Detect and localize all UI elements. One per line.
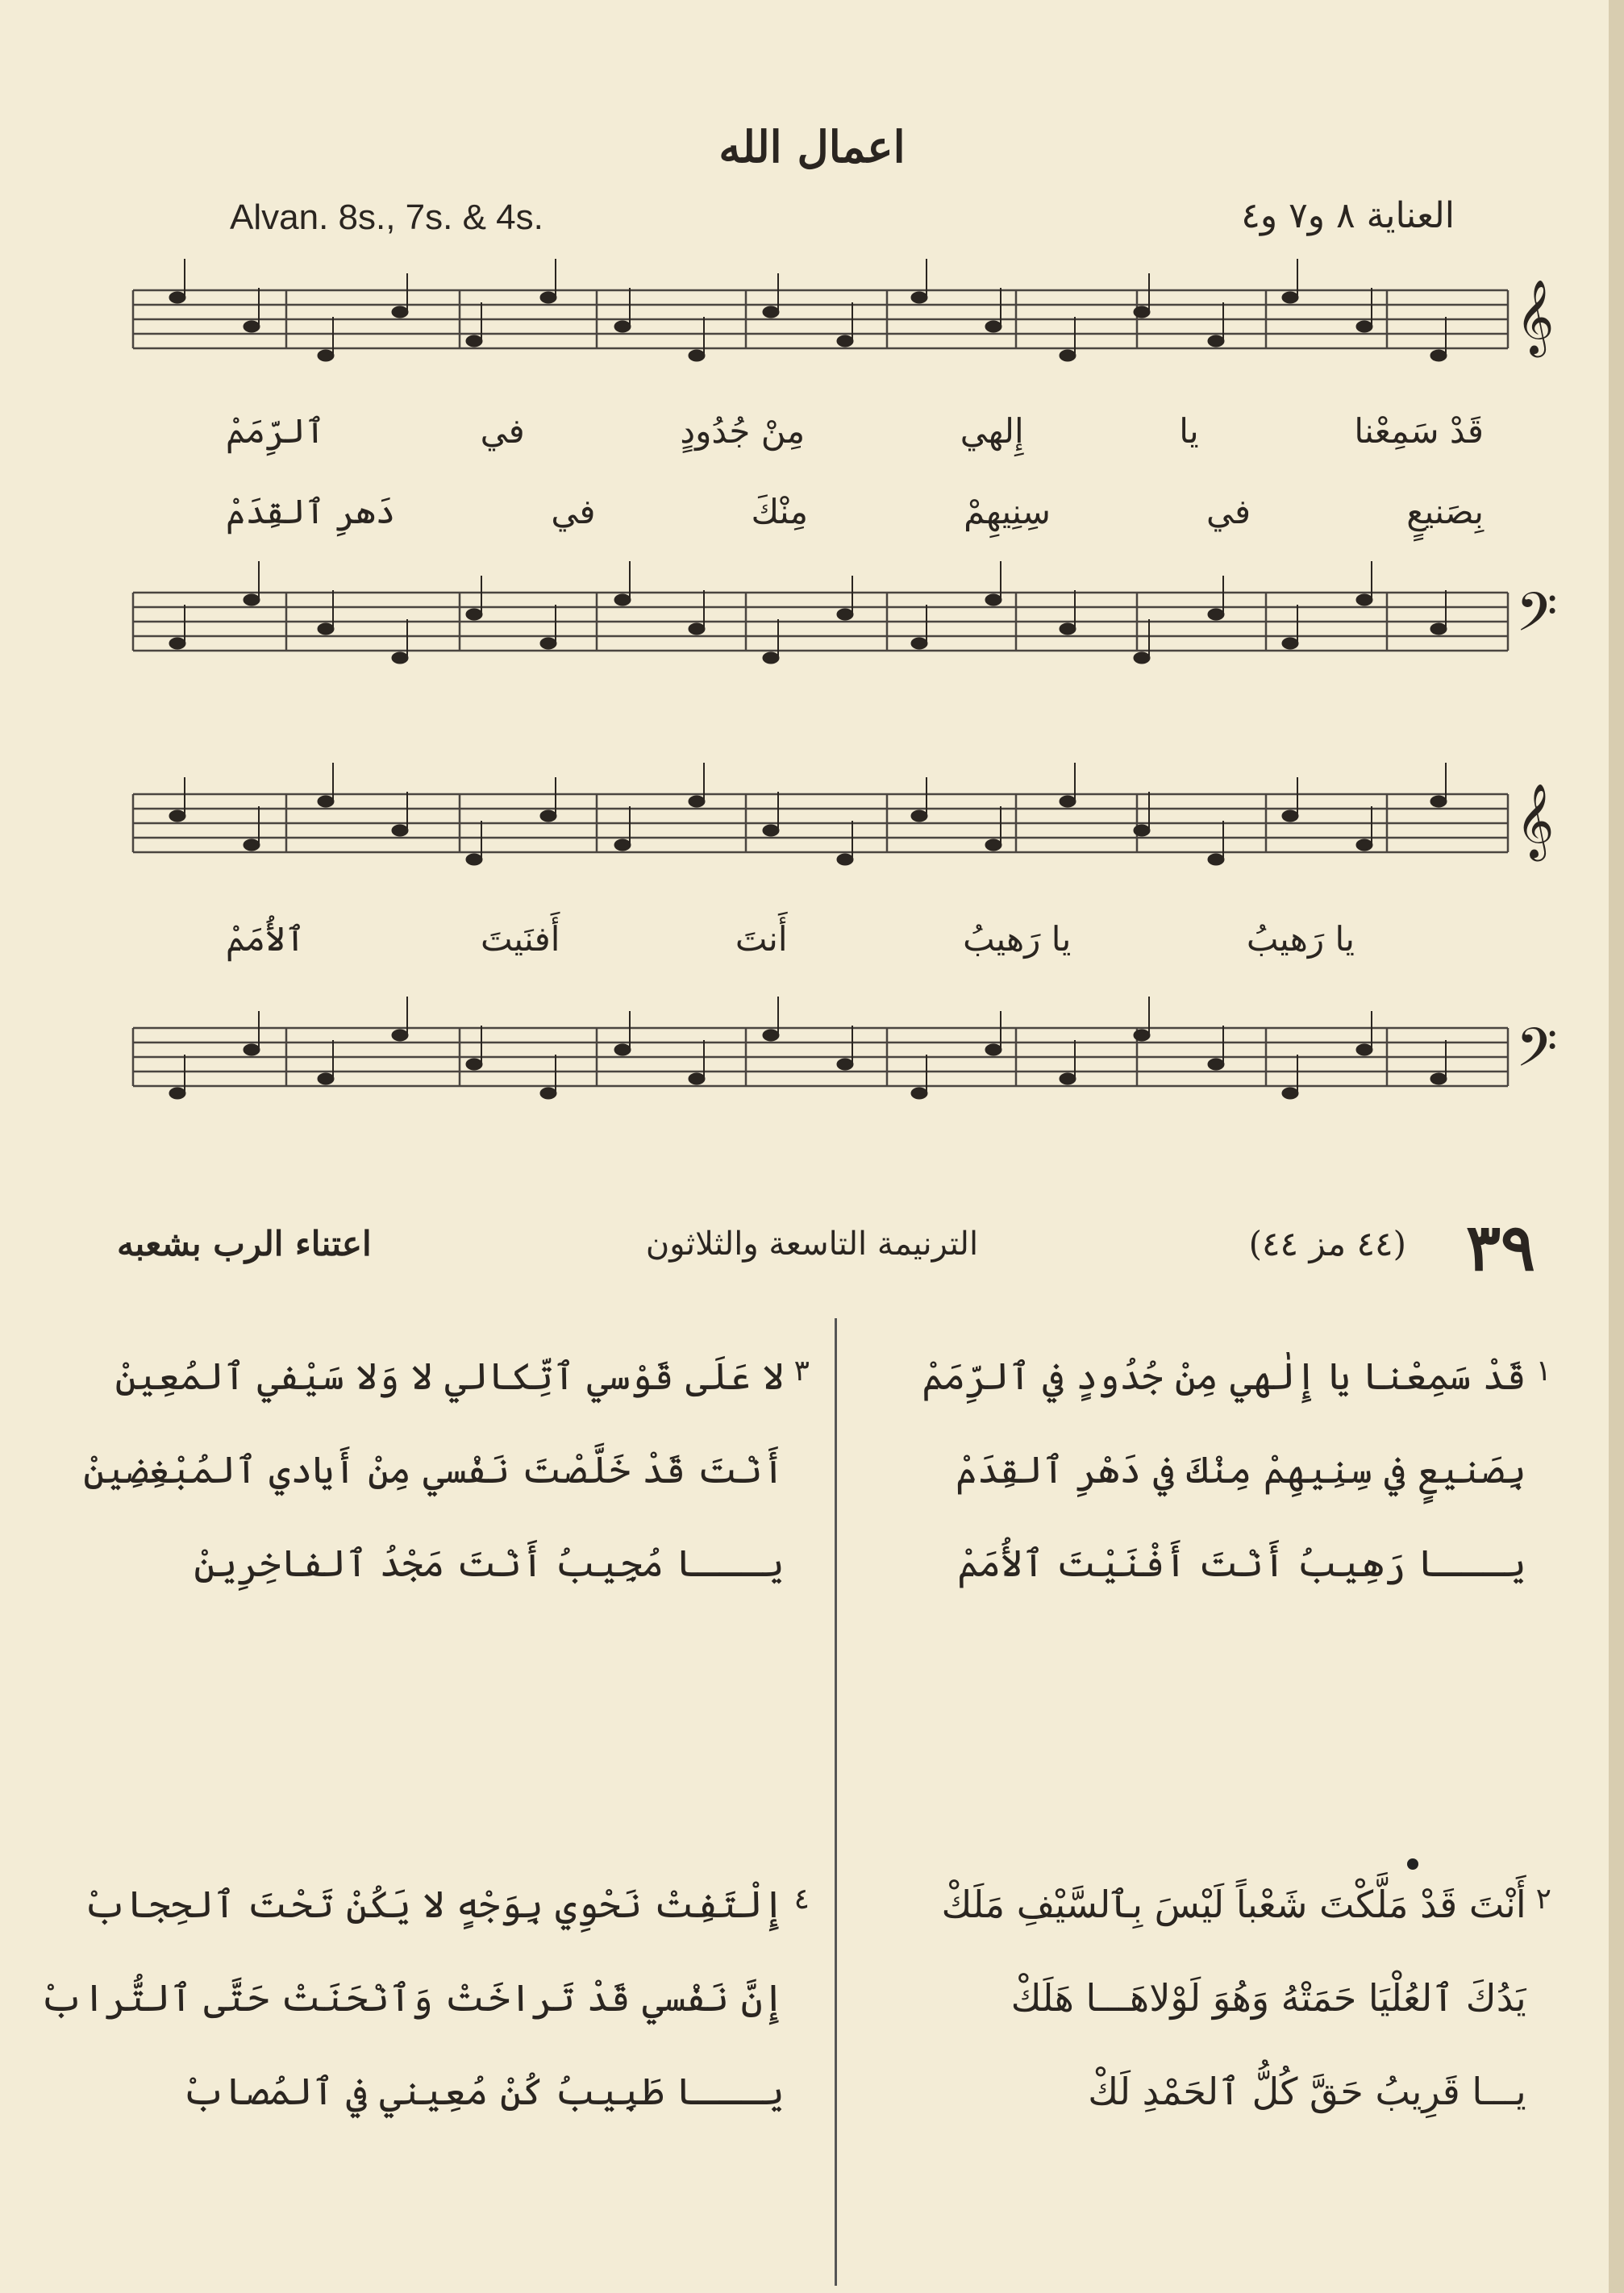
notehead xyxy=(466,335,482,347)
notehead xyxy=(1060,1073,1076,1084)
notehead xyxy=(169,292,185,303)
lyric-syllable: أَفنَيتَ xyxy=(481,919,560,959)
lyric-syllable: في xyxy=(1206,492,1251,531)
notehead xyxy=(169,1088,185,1099)
notehead xyxy=(1356,594,1372,606)
notehead xyxy=(1430,623,1447,635)
notehead xyxy=(1356,321,1372,332)
lyric-syllable: ٱلأُمَمْ xyxy=(226,919,306,959)
notehead xyxy=(1430,350,1447,361)
notehead xyxy=(1282,810,1298,822)
lyric-syllable: إِلهي xyxy=(960,411,1024,451)
notehead xyxy=(244,594,260,606)
notehead xyxy=(985,1044,1001,1055)
verse-line: يـــا طَبِيبُ كُنْ مُعِيني في ٱلمُصابْ xyxy=(181,2070,785,2113)
verse-number: ٤ xyxy=(793,1883,810,1916)
notehead xyxy=(1060,350,1076,361)
verse xyxy=(40,1883,810,2113)
notehead xyxy=(1208,335,1224,347)
notehead xyxy=(1134,1030,1150,1041)
treble-clef-icon: 𝄞 xyxy=(1516,279,1555,354)
notehead xyxy=(169,810,185,822)
notehead xyxy=(837,335,853,347)
notehead xyxy=(689,350,705,361)
notehead xyxy=(837,609,853,620)
notehead xyxy=(1282,1088,1298,1099)
notehead xyxy=(318,350,334,361)
notehead xyxy=(689,796,705,807)
print-dot xyxy=(1407,1858,1418,1870)
notehead xyxy=(614,839,631,851)
notehead xyxy=(466,854,482,865)
notehead xyxy=(392,306,408,318)
notehead xyxy=(540,638,556,649)
notehead xyxy=(392,652,408,664)
verse xyxy=(826,1355,1551,1585)
notehead xyxy=(244,1044,260,1055)
notehead xyxy=(244,321,260,332)
verse-line: بِصَنيعٍ في سِنِيهِمْ مِنْكَ في دَهْرِ ٱلقِدَمْ xyxy=(956,1448,1526,1492)
lyric-syllable: مِنْ جُدُودٍ xyxy=(680,411,806,451)
notehead xyxy=(318,623,334,635)
lyric-syllable: أَنتَ xyxy=(735,919,788,959)
notehead xyxy=(1356,839,1372,851)
verse-line: أَنْتَ قَدْ مَلَّكْتَ شَعْباً لَيْسَ بِٱلسَّيْفِ مَلَكْ xyxy=(941,1883,1526,1926)
notehead xyxy=(540,1088,556,1099)
notehead xyxy=(1134,306,1150,318)
lyric-syllable: في xyxy=(551,492,596,531)
notehead xyxy=(1060,796,1076,807)
verse-line: يـــا مُجِيبُ أَنْتَ مَجْدُ ٱلفاخِرِينْ xyxy=(194,1542,785,1585)
verse-line: قَدْ سَمِعْنا يا إِلٰهي مِنْ جُدُودٍ في ٱلرِّمَمْ xyxy=(922,1355,1526,1398)
lyric-syllable: يا رَهيبُ xyxy=(963,919,1072,959)
notehead xyxy=(911,810,927,822)
tune-name-arabic: العناية ٨ و٧ و٤ xyxy=(1241,195,1455,236)
notehead xyxy=(985,321,1001,332)
notehead xyxy=(763,306,779,318)
notehead xyxy=(614,321,631,332)
tune-name-english: Alvan. 8s., 7s. & 4s. xyxy=(230,198,543,237)
notehead xyxy=(466,609,482,620)
hymn-number: ٣٩ xyxy=(1466,1209,1535,1285)
lyric-syllable: دَهرِ ٱلقِدَمْ xyxy=(226,492,396,531)
notehead xyxy=(169,638,185,649)
page-title: اعمال الله xyxy=(718,121,906,173)
lyric-syllable: يا xyxy=(1179,411,1199,451)
treble-clef-icon: 𝄞 xyxy=(1516,783,1555,858)
verse-number: ٢ xyxy=(1535,1883,1551,1916)
notehead xyxy=(911,292,927,303)
notehead xyxy=(911,638,927,649)
lyric-syllable: مِنْكَ xyxy=(751,492,809,531)
hymn-subject: اعتناء الرب بشعبه xyxy=(117,1224,372,1263)
notehead xyxy=(1208,609,1224,620)
notehead xyxy=(392,825,408,836)
lyric-syllable: سِنِيهِمْ xyxy=(964,492,1051,531)
notehead xyxy=(614,594,631,606)
lyric-syllable: بِصَنيعٍ xyxy=(1406,492,1484,531)
lyric-syllable: قَدْ سَمِعْنا xyxy=(1354,411,1484,451)
verse-line: لا عَلَى قَوْسي ٱتِّكالي لا وَلا سَيْفي ٱلمُعِينْ xyxy=(115,1355,785,1398)
notehead xyxy=(763,1030,779,1041)
notehead xyxy=(1208,854,1224,865)
lyric-syllable: يا رَهيبُ xyxy=(1246,919,1355,959)
notehead xyxy=(689,623,705,635)
notehead xyxy=(318,796,334,807)
verse-line: يَدُكَ ٱلعُلْيَا حَمَتْهُ وَهُوَ لَوْلاهَـــا هَلَكْ xyxy=(1010,1976,1526,2020)
notehead xyxy=(763,825,779,836)
notehead xyxy=(763,652,779,664)
notehead xyxy=(1282,292,1298,303)
notehead xyxy=(1208,1059,1224,1070)
notehead xyxy=(689,1073,705,1084)
notehead xyxy=(1282,638,1298,649)
notehead xyxy=(1134,825,1150,836)
notehead xyxy=(985,839,1001,851)
notehead xyxy=(1134,652,1150,664)
hymn-name: الترنيمة التاسعة والثلاثون xyxy=(645,1226,979,1263)
bass-clef-icon: 𝄢 xyxy=(1516,1017,1558,1092)
lyric-syllable: في xyxy=(480,411,525,451)
verse-line: إِلْتَفِتْ نَحْوِي بِوَجْهٍ لا يَكُنْ تَحْتَ ٱلحِجابْ xyxy=(83,1883,785,1926)
psalm-reference: (٤٤ مز ٤٤) xyxy=(1248,1224,1406,1263)
notehead xyxy=(1430,1073,1447,1084)
verse-line: إِنَّ نَفْسي قَدْ تَراخَتْ وَٱنْحَنَتْ حَتَّى ٱلتُّرابْ xyxy=(40,1976,785,2020)
notehead xyxy=(1356,1044,1372,1055)
lyric-line-2 xyxy=(226,492,1484,531)
notehead xyxy=(985,594,1001,606)
notehead xyxy=(244,839,260,851)
notehead xyxy=(466,1059,482,1070)
verse-line: يـــا قَرِيبُ حَقَّ كُلُّ ٱلحَمْدِ لَكْ xyxy=(1088,2070,1526,2113)
lyric-line-3 xyxy=(226,919,1355,959)
notehead xyxy=(318,1073,334,1084)
verse-number: ١ xyxy=(1535,1355,1551,1388)
verse xyxy=(826,1883,1551,2113)
verse-line: أَنْتَ قَدْ خَلَّصْتَ نَفْسي مِنْ أَيادي ٱلمُبْغِضِينْ xyxy=(83,1448,785,1492)
bass-clef-icon: 𝄢 xyxy=(1516,581,1558,656)
verse-line: يـــا رَهِيبُ أَنْتَ أَفْنَيْتَ ٱلأُمَمْ xyxy=(957,1542,1526,1585)
notehead xyxy=(614,1044,631,1055)
notehead xyxy=(392,1030,408,1041)
notehead xyxy=(540,292,556,303)
notehead xyxy=(1430,796,1447,807)
notehead xyxy=(837,854,853,865)
notehead xyxy=(837,1059,853,1070)
verse-number: ٣ xyxy=(793,1355,810,1388)
notehead xyxy=(911,1088,927,1099)
notehead xyxy=(540,810,556,822)
verse xyxy=(83,1355,810,1585)
lyric-syllable: ٱلرِّمَمْ xyxy=(226,411,326,451)
lyric-line-1 xyxy=(226,411,1484,451)
notehead xyxy=(1060,623,1076,635)
